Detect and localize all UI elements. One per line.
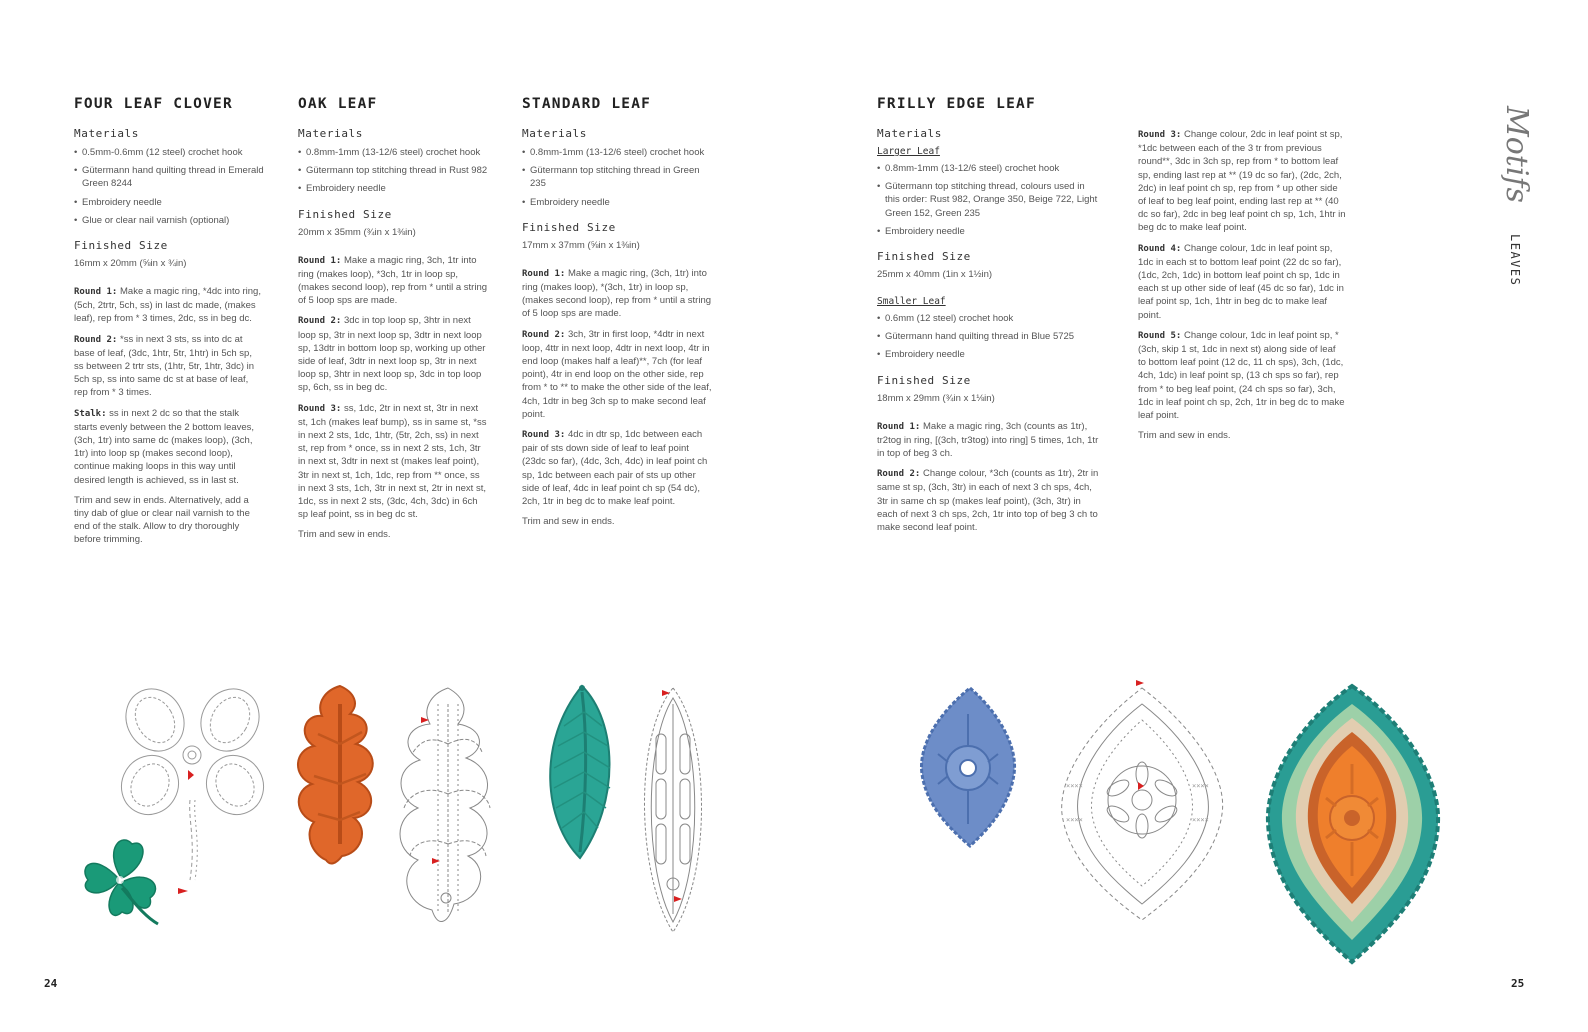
standard-materials-heading: Materials (522, 127, 588, 140)
round-label: Round 3: (298, 403, 342, 414)
clover-size: 16mm x 20mm (⅝in x ¾in) (74, 258, 187, 270)
round-text: 3ch, 3tr in first loop, *4dtr in next loop, 4ttr in next loop, 4dtr in next loop, 4tr in end loop (makes half a leaf)**, 7ch (for leaf point), 4tr in end loop on the other side, rep from * to ** to make the other side of the leaf, 4ch, 1dtr in beg 3ch sp to make second leaf point. (522, 328, 712, 420)
note-text: Trim and sew in ends. (1138, 430, 1231, 442)
frilly-section-continued (1138, 128, 1346, 449)
frilly-large-leaf-crochet-motif (1264, 682, 1442, 966)
oak-size: 20mm x 35mm (¾in x 1⅜in) (298, 226, 416, 238)
instruction-round (522, 267, 712, 321)
smaller-size-heading: Finished Size (877, 373, 971, 387)
standard-title: STANDARD LEAF (522, 96, 652, 112)
larger-size-heading: Finished Size (877, 250, 971, 264)
frilly-materials-heading: Materials (877, 127, 943, 140)
smaller-size: 18mm x 29mm (¾in x 1⅛in) (877, 392, 995, 404)
instruction-round (522, 328, 712, 421)
larger-materials-list (877, 162, 1099, 238)
round-label: Round 1: (298, 255, 342, 266)
list-item: • Gütermann top stitching thread in Rust 982 (298, 164, 488, 177)
list-item: • Embroidery needle (877, 225, 1099, 238)
clover-size-heading: Finished Size (74, 239, 168, 253)
round-text: *ss in next 3 sts, ss into dc at base of leaf, (3dc, 1htr, 5tr, 1htr) in 5ch sp, ss between 2 trtr sts, (1htr, 5tr, 1htr, 3dc) in 5ch sp, ss into same dc st at base of leaf, rep from * 3 times. (74, 333, 255, 399)
round-label: Round 1: (522, 268, 566, 279)
list-item: • 0.8mm-1mm (13-12/6 steel) crochet hook (522, 146, 712, 159)
clover-materials-list (74, 146, 264, 227)
instruction-note (522, 515, 712, 528)
svg-text:××××: ×××× (1192, 782, 1209, 790)
instruction-round (1138, 242, 1346, 322)
frilly-leaf-chart-diagram (1052, 676, 1234, 928)
round-label: Round 5: (1138, 330, 1182, 341)
svg-text:××××: ×××× (1066, 782, 1083, 790)
smaller-leaf-heading: Smaller Leaf (877, 296, 946, 308)
oak-size-heading: Finished Size (298, 207, 392, 221)
section-label: LEAVES (1508, 234, 1522, 287)
list-item: • Embroidery needle (298, 182, 488, 195)
list-item: • Glue or clear nail varnish (optional) (74, 214, 264, 227)
standard-size-heading: Finished Size (522, 220, 616, 234)
instruction-round (74, 285, 264, 326)
instruction-note (298, 528, 488, 541)
section-tab (1492, 106, 1542, 306)
round-text: Make a magic ring, 3ch, 1tr into ring (makes loop), *3ch, 1tr in loop sp, (makes second loop), rep from * until a string of 5 loop sps are made. (298, 254, 488, 307)
oak-leaf-crochet-motif (290, 684, 390, 870)
oak-title: OAK LEAF (298, 96, 378, 112)
list-item: • Embroidery needle (74, 196, 264, 209)
instruction-round (877, 467, 1099, 534)
frilly-title: FRILLY EDGE LEAF (877, 96, 1036, 112)
clover-materials-heading: Materials (74, 127, 140, 140)
note-text: Trim and sew in ends. Alternatively, add a tiny dab of glue or clear nail varnish to the end of the stalk. Allow to dry thoroughly before trimming. (74, 494, 250, 546)
standard-materials-list (522, 146, 712, 209)
standard-section (522, 96, 712, 535)
larger-leaf-heading: Larger Leaf (877, 146, 940, 157)
svg-text:××××: ×××× (1066, 816, 1083, 824)
round-label: Round 2: (877, 469, 921, 480)
smaller-materials-list (877, 312, 1099, 362)
list-item: • 0.6mm (12 steel) crochet hook (877, 312, 1099, 325)
list-item: • 0.8mm-1mm (13-12/6 steel) crochet hook (877, 162, 1099, 175)
list-item: • 0.5mm-0.6mm (12 steel) crochet hook (74, 146, 264, 159)
frilly-small-leaf-crochet-motif (914, 684, 1024, 850)
standard-leaf-chart-diagram (628, 684, 718, 936)
round-label: Round 1: (877, 421, 921, 432)
round-text: ss, 1dc, 2tr in next st, 3tr in next st, 1ch (makes leaf bump), ss in same st, *ss in next 2 sts, 1dc, 1htr, (5tr, 2ch, ss) in next st, rep from * once, ss in next 2 sts, 1ch, 3tr in next st, 3dtr in next st (makes leaf point), 3tr in next st, 1ch, 1dc, rep from ** once, ss in next 3 sts, 1ch, 3tr in next st, 2tr in next st, 1dc, ss in next 2 sts, (3dc, 4ch, 3dc) in 6ch sp leaf point, ss in beg dc st. (298, 402, 487, 521)
instruction-note (74, 494, 264, 547)
round-label: Round 3: (1138, 130, 1182, 140)
instruction-round (298, 314, 488, 394)
round-label: Round 2: (298, 316, 342, 327)
page-number-left: 24 (44, 977, 58, 990)
standard-size: 17mm x 37mm (⅝in x 1⅜in) (522, 239, 640, 251)
round-text: 3dc in top loop sp, 3htr in next loop sp, 3tr in next loop sp, 3dtr in next loop sp, 13dtr in bottom loop sp, working up other side of leaf, 3dtr in next loop sp, 3tr in next loop sp, 3htr in next loop sp, 3dc in top loop sp, 6ch, ss in beg dc. (298, 315, 486, 394)
round-label: Round 4: (1138, 243, 1182, 254)
instruction-note (1138, 429, 1346, 442)
note-text: Trim and sew in ends. (522, 516, 615, 528)
list-item: • Embroidery needle (877, 348, 1099, 361)
larger-size: 25mm x 40mm (1in x 1½in) (877, 269, 993, 281)
instruction-round (877, 420, 1099, 461)
svg-text:××××: ×××× (1192, 816, 1209, 824)
oak-materials-list (298, 146, 488, 196)
standard-leaf-crochet-motif (534, 682, 622, 864)
round-label: Round 3: (522, 430, 566, 441)
oak-leaf-chart-diagram (388, 684, 508, 936)
round-label: Round 2: (522, 329, 566, 340)
instruction-round (74, 333, 264, 400)
instruction-round (298, 402, 488, 522)
instruction-round (298, 254, 488, 308)
list-item: • Embroidery needle (522, 196, 712, 209)
round-label: Round 1: (74, 287, 118, 298)
round-text: 4dc in dtr sp, 1dc between each pair of sts down side of leaf to leaf point (23dc so far), (4dc, 3ch, 4dc) in leaf point ch sp, 1dc between each pair of sts up other side of leaf, 4dc in leaf point ch sp (54 dc), 2ch, 1tr in beg dc to make leaf point. (522, 429, 708, 508)
round-text: Make a magic ring, *4dc into ring, (5ch, 2trtr, 5ch, ss) in last dc made, (makes leaf), rep from * 3 times, 2dc, ss in beg dc. (74, 286, 261, 325)
instruction-round (522, 428, 712, 508)
round-text: Make a magic ring, (3ch, 1tr) into ring (makes loop), *(3ch, 1tr) in loop sp, (makes second loop), rep from * until a string of 5 loop sps are made. (522, 267, 712, 320)
round-label: Round 2: (74, 334, 118, 345)
frilly-section (877, 96, 1099, 541)
list-item: • 0.8mm-1mm (13-12/6 steel) crochet hook (298, 146, 488, 159)
round-text: Make a magic ring, 3ch (counts as 1tr), tr2tog in ring, [(3ch, tr3tog) into ring] 5 times, 1ch, 1tr in top of beg 3 ch. (877, 420, 1099, 460)
instruction-round (74, 407, 264, 487)
round-text: ss in next 2 dc so that the stalk starts evenly between the 2 bottom leaves, (3ch, 1tr) into same dc (makes loop), (3ch, 1tr) into loop sp (makes second loop), continue making loops in this way until desired length is achieved, ss in last st. (74, 407, 255, 486)
clover-section (74, 96, 264, 554)
oak-section (298, 96, 488, 549)
list-item: • Gütermann top stitching thread, colours used in this order: Rust 982, Orange 350, Beige 722, Light Green 152, Green 235 (877, 180, 1099, 220)
note-text: Trim and sew in ends. (298, 529, 391, 541)
list-item: • Gütermann top stitching thread in Green 235 (522, 164, 712, 190)
round-text: Change colour, *3ch (counts as 1tr), 2tr in same st sp, (3ch, 3tr) in each of next 3 ch sps, 4ch, 3tr in same ch sp (makes leaf point), (3ch, 3tr) in each of next 3 ch sps, 2ch, 1tr into top of beg 3 ch to make second leaf point. (877, 468, 1099, 534)
round-text: Change colour, 2dc in leaf point st sp, *1dc between each of the 3 tr from previous round**, 3dc in 3ch sp, rep from * to bottom leaf sp, ending last rep at ** (19 dc so far), (2dc, 2ch, 2dc) in leaf point ch sp, rep from * up other side of leaf to beg leaf point, ending last rep at ** (40 dc so far), 2dc in beg leaf point ch sp, 1ch, 1htr in beg dc to make leaf point. (1138, 129, 1346, 234)
round-text: Change colour, 1dc in leaf point sp, 1dc in each st to bottom leaf point (22 dc so far), (1dc, 2ch, 1dc) in bottom leaf point ch sp, 1dc in each st up other side of leaf (45 dc so far), 1dc in leaf point sp, 1ch, 1htr in beg dc to make leaf point. (1138, 242, 1344, 321)
instruction-round (1138, 128, 1346, 235)
instruction-round (1138, 329, 1346, 422)
page-number-right: 25 (1511, 977, 1525, 990)
clover-title: FOUR LEAF CLOVER (74, 96, 233, 112)
round-text: Change colour, 1dc in leaf point sp, *(3ch, skip 1 st, 1dc in next st) along side of leaf to bottom leaf point (12 dc, 11 ch sps), 3ch, (1dc, 4ch, 1dc) in leaf point sp, (13 ch sps so far), rep from * to beg leaf point, (24 ch sps so far), 3ch, 1dc in leaf point ch sp, 2ch, 1tr in beg dc to make leaf point. (1138, 329, 1345, 422)
list-item: • Gütermann hand quilting thread in Emerald Green 8244 (74, 164, 264, 190)
list-item: • Gütermann hand quilting thread in Blue 5725 (877, 330, 1099, 343)
section-script-title: Motifs (1499, 106, 1534, 203)
round-label: Stalk: (74, 408, 107, 419)
oak-materials-heading: Materials (298, 127, 364, 140)
clover-crochet-motif (74, 832, 166, 932)
